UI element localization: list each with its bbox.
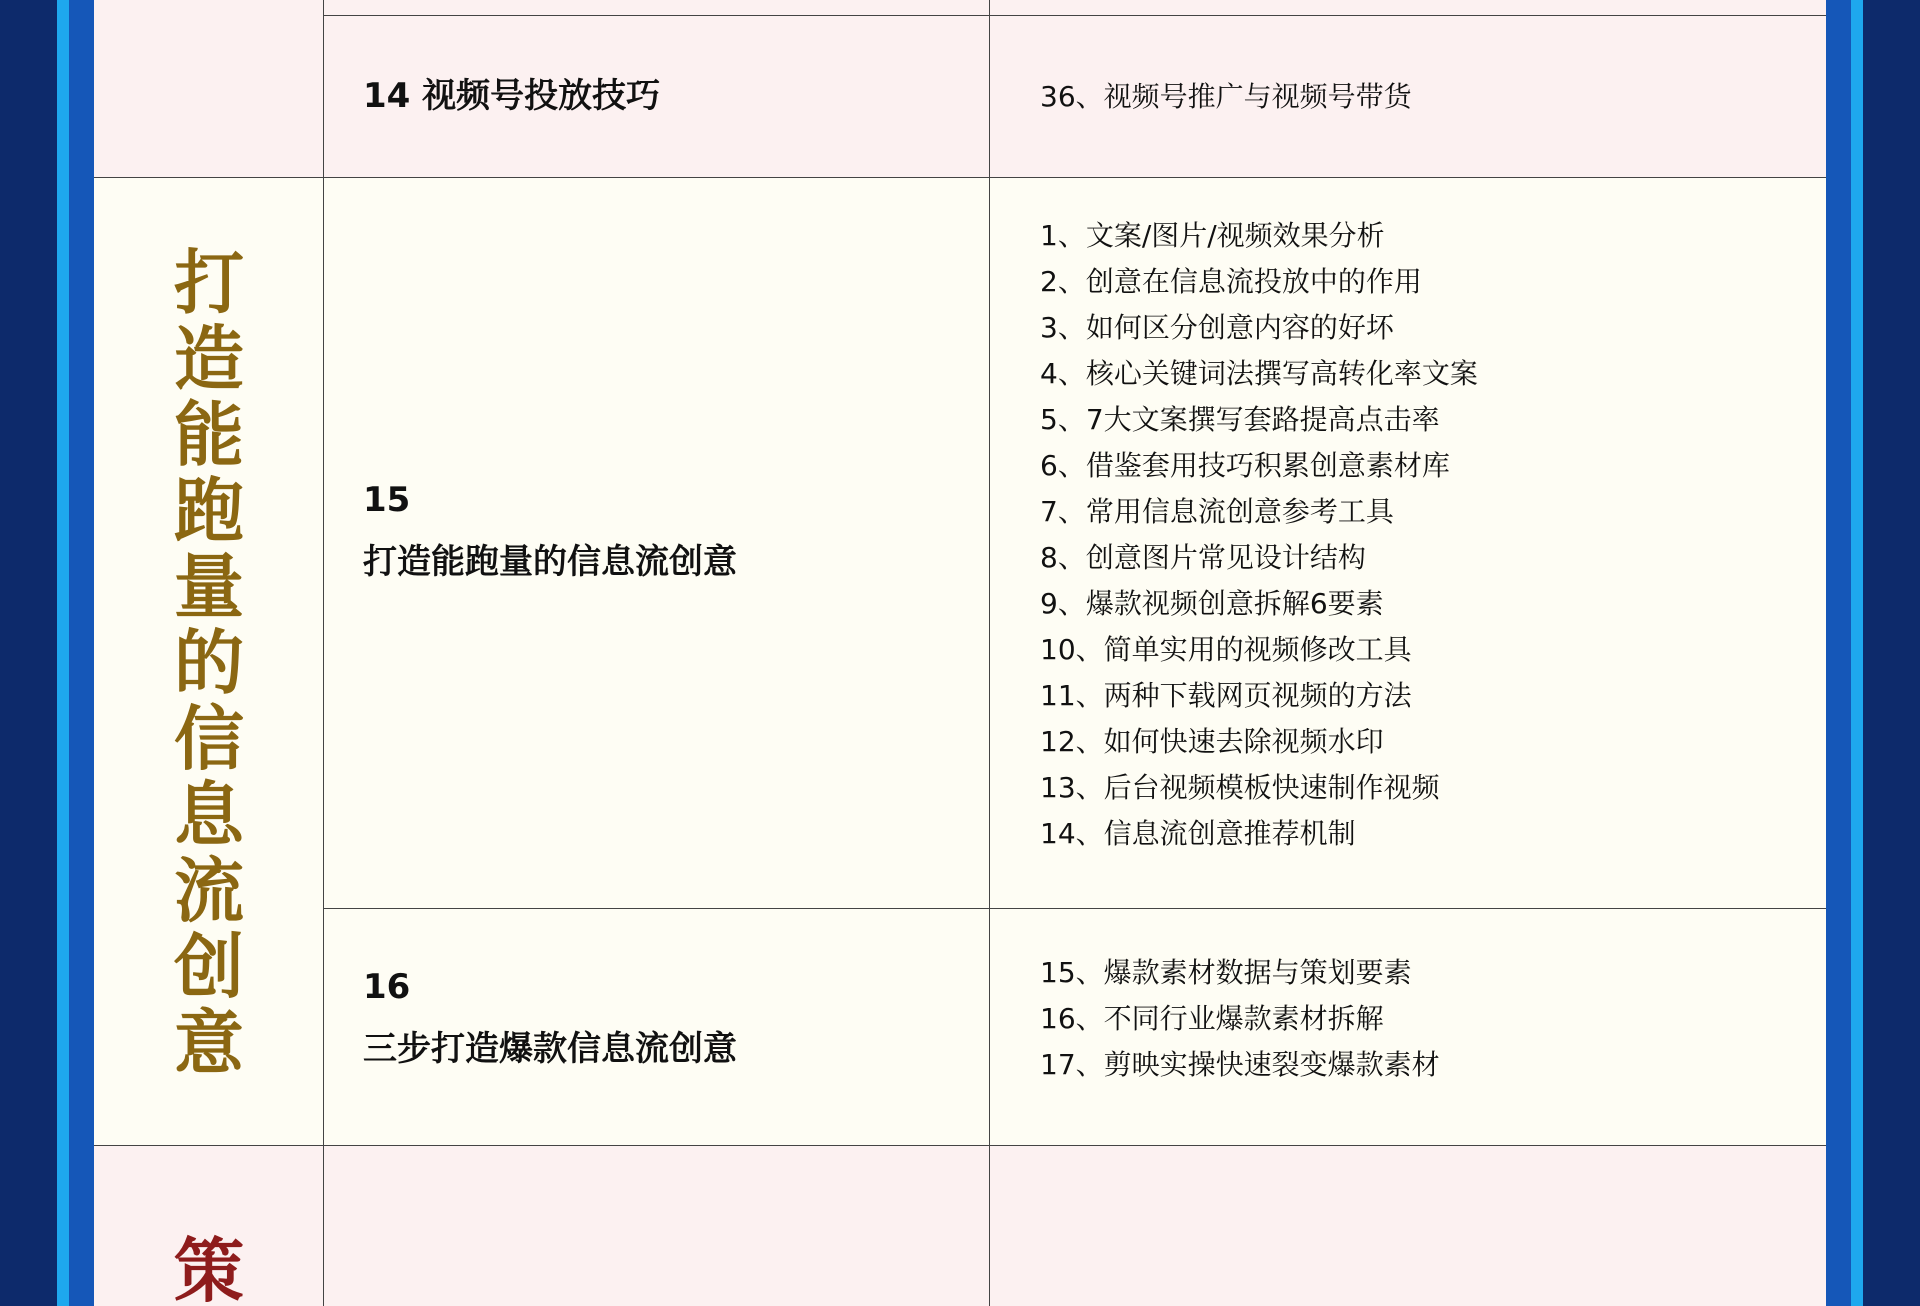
module-title-char: 息 — [174, 774, 244, 856]
module-title-char: 造 — [174, 318, 244, 400]
module-title-char: 创 — [174, 926, 244, 1008]
module-title-char: 信 — [174, 698, 244, 780]
module-title-next — [94, 1230, 324, 1306]
topic-item: 16、不同行业爆款素材拆解 — [1040, 1002, 1384, 1035]
column-divider-1 — [323, 0, 324, 1306]
lesson-16-cell — [363, 967, 1003, 1069]
module-title-char: 意 — [174, 1002, 244, 1084]
topic-item: 4、核心关键词法撰写高转化率文案 — [1040, 357, 1478, 390]
topic-item: 7、常用信息流创意参考工具 — [1040, 495, 1394, 528]
topic-item: 12、如何快速去除视频水印 — [1040, 725, 1384, 758]
lesson-16-name: 三步打造爆款信息流创意 — [363, 1029, 737, 1069]
frame-stripe-left-outer — [57, 0, 69, 1306]
lesson-15-name: 打造能跑量的信息流创意 — [363, 542, 737, 582]
topic-item: 14、信息流创意推荐机制 — [1040, 817, 1356, 850]
topic-item: 15、爆款素材数据与策划要素 — [1040, 956, 1412, 989]
module-title-char: 量 — [174, 546, 244, 628]
lesson-14-topics — [1040, 74, 1800, 120]
topic-item: 36、视频号推广与视频号带货 — [1040, 80, 1412, 113]
module-title-char: 策 — [174, 1230, 244, 1306]
module-title-char: 流 — [174, 850, 244, 932]
frame-stripe-right-inner — [1826, 0, 1851, 1306]
module-top-divider — [94, 177, 1826, 178]
module-top-divider — [94, 1145, 1826, 1146]
topic-item: 6、借鉴套用技巧积累创意素材库 — [1040, 449, 1450, 482]
row-divider — [324, 15, 1826, 16]
module-title-char: 打 — [174, 242, 244, 324]
module-creative-block — [94, 177, 1826, 1145]
lesson-15-cell — [363, 480, 1003, 582]
module-next-block — [94, 1145, 1826, 1306]
column-divider-2 — [989, 0, 990, 1306]
topic-item: 17、剪映实操快速裂变爆款素材 — [1040, 1048, 1440, 1081]
lesson-15-topics — [1040, 213, 1800, 857]
table-row-lesson-14 — [94, 0, 1826, 177]
lesson-16-topics — [1040, 950, 1800, 1088]
topic-item: 11、两种下载网页视频的方法 — [1040, 679, 1412, 712]
module-title-char: 跑 — [174, 470, 244, 552]
topic-item: 13、后台视频模板快速制作视频 — [1040, 771, 1440, 804]
frame-stripe-right-outer — [1851, 0, 1863, 1306]
topic-item: 9、爆款视频创意拆解6要素 — [1040, 587, 1384, 620]
lesson-15-number: 15 — [363, 480, 411, 520]
curriculum-table — [94, 0, 1826, 1306]
topic-item: 2、创意在信息流投放中的作用 — [1040, 265, 1422, 298]
module-title-creative — [94, 242, 324, 1084]
topic-item: 3、如何区分创意内容的好坏 — [1040, 311, 1394, 344]
topic-item: 1、文案/图片/视频效果分析 — [1040, 219, 1385, 252]
lesson-14-cell — [363, 76, 1003, 116]
module-title-char: 能 — [174, 394, 244, 476]
frame-stripe-left-inner — [69, 0, 94, 1306]
topic-item: 5、7大文案撰写套路提高点击率 — [1040, 403, 1440, 436]
topic-item: 10、简单实用的视频修改工具 — [1040, 633, 1412, 666]
lesson-14-title: 14 视频号投放技巧 — [363, 76, 661, 116]
module-title-char: 的 — [174, 622, 244, 704]
lesson-divider — [324, 908, 1826, 909]
lesson-16-number: 16 — [363, 967, 411, 1007]
topic-item: 8、创意图片常见设计结构 — [1040, 541, 1366, 574]
